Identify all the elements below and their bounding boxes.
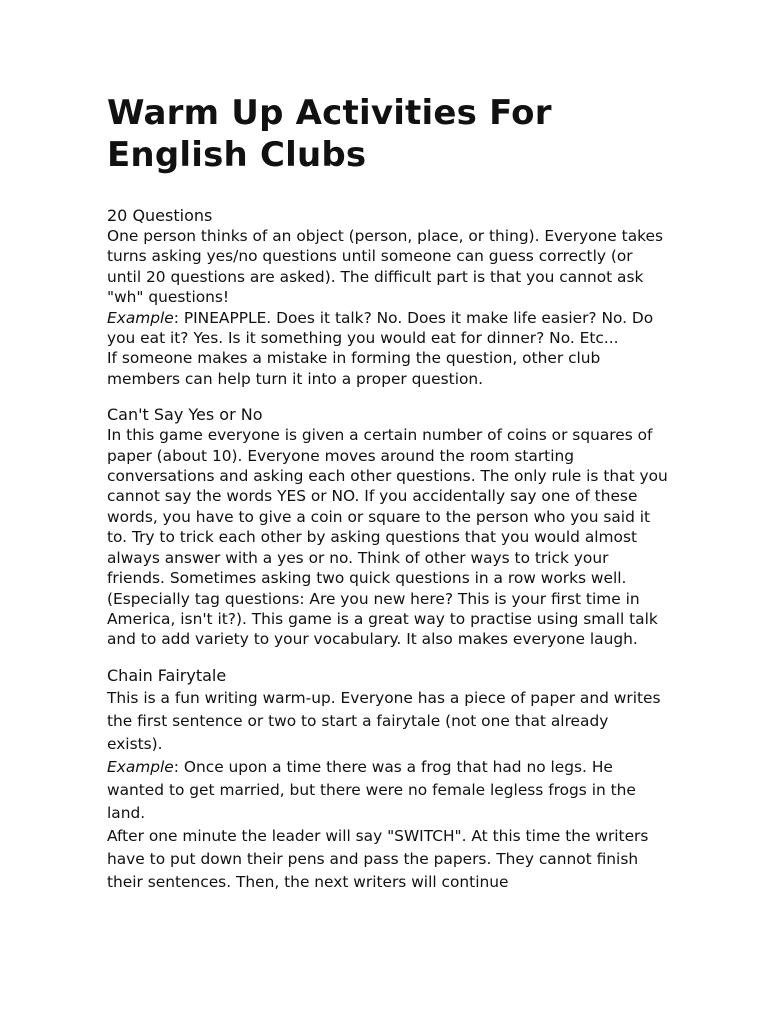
section-20-questions bbox=[107, 205, 668, 389]
section-intro: This is a fun writing warm-up. Everyone has a piece of paper and writes the first sentence or two to start a fairytale (not one that already exists). bbox=[107, 688, 661, 753]
section-note: After one minute the leader will say "SWITCH". At this time the writers have to put down their pens and pass the papers. They cannot finish their sentences. Then, the next writers will continue bbox=[107, 826, 649, 891]
section-note: If someone makes a mistake in forming the question, other club members can help turn it into a proper question. bbox=[107, 349, 601, 388]
section-cant-say-yes-or-no bbox=[107, 404, 668, 649]
example-label: Example bbox=[107, 757, 174, 776]
section-body: In this game everyone is given a certain number of coins or squares of paper (about 10). Everyone moves around the room starting conversations and asking each other questions. The only rule is that you cannot say the words YES or NO. If you accidentally say one of these words, you have to give a coin or square to the person who you said it to. Try to trick each other by asking questions that you would almost always answer with a yes or no. Think of other ways to trick your friends. Sometimes asking two quick questions in a row works well. (Especially tag questions: Are you new here? This is your first time in America, isn't it?). This game is a great way to practise using small talk and to add variety to your vocabulary. It also makes everyone laugh. bbox=[107, 426, 668, 649]
example-text: : PINEAPPLE. Does it talk? No. Does it make life easier? No. Do you eat it? Yes. Is it something you would eat for dinner? No. Etc... bbox=[107, 308, 654, 348]
section-heading: Chain Fairytale bbox=[107, 665, 227, 685]
document-title: Warm Up Activities For English Clubs bbox=[107, 93, 552, 175]
section-example bbox=[107, 308, 668, 349]
section-chain-fairytale bbox=[107, 665, 668, 894]
section-intro: One person thinks of an object (person, place, or thing). Everyone takes turns asking yes/no questions until someone can guess correctly (or until 20 questions are asked). The difficult part is that you cannot ask "wh" questions! bbox=[107, 227, 663, 307]
section-heading: 20 Questions bbox=[107, 206, 213, 225]
example-label: Example bbox=[107, 308, 174, 327]
section-heading: Can't Say Yes or No bbox=[107, 405, 263, 425]
example-text: : Once upon a time there was a frog that had no legs. He wanted to get married, but there were no female legless frogs in the land. bbox=[107, 757, 636, 822]
section-example bbox=[107, 756, 668, 825]
